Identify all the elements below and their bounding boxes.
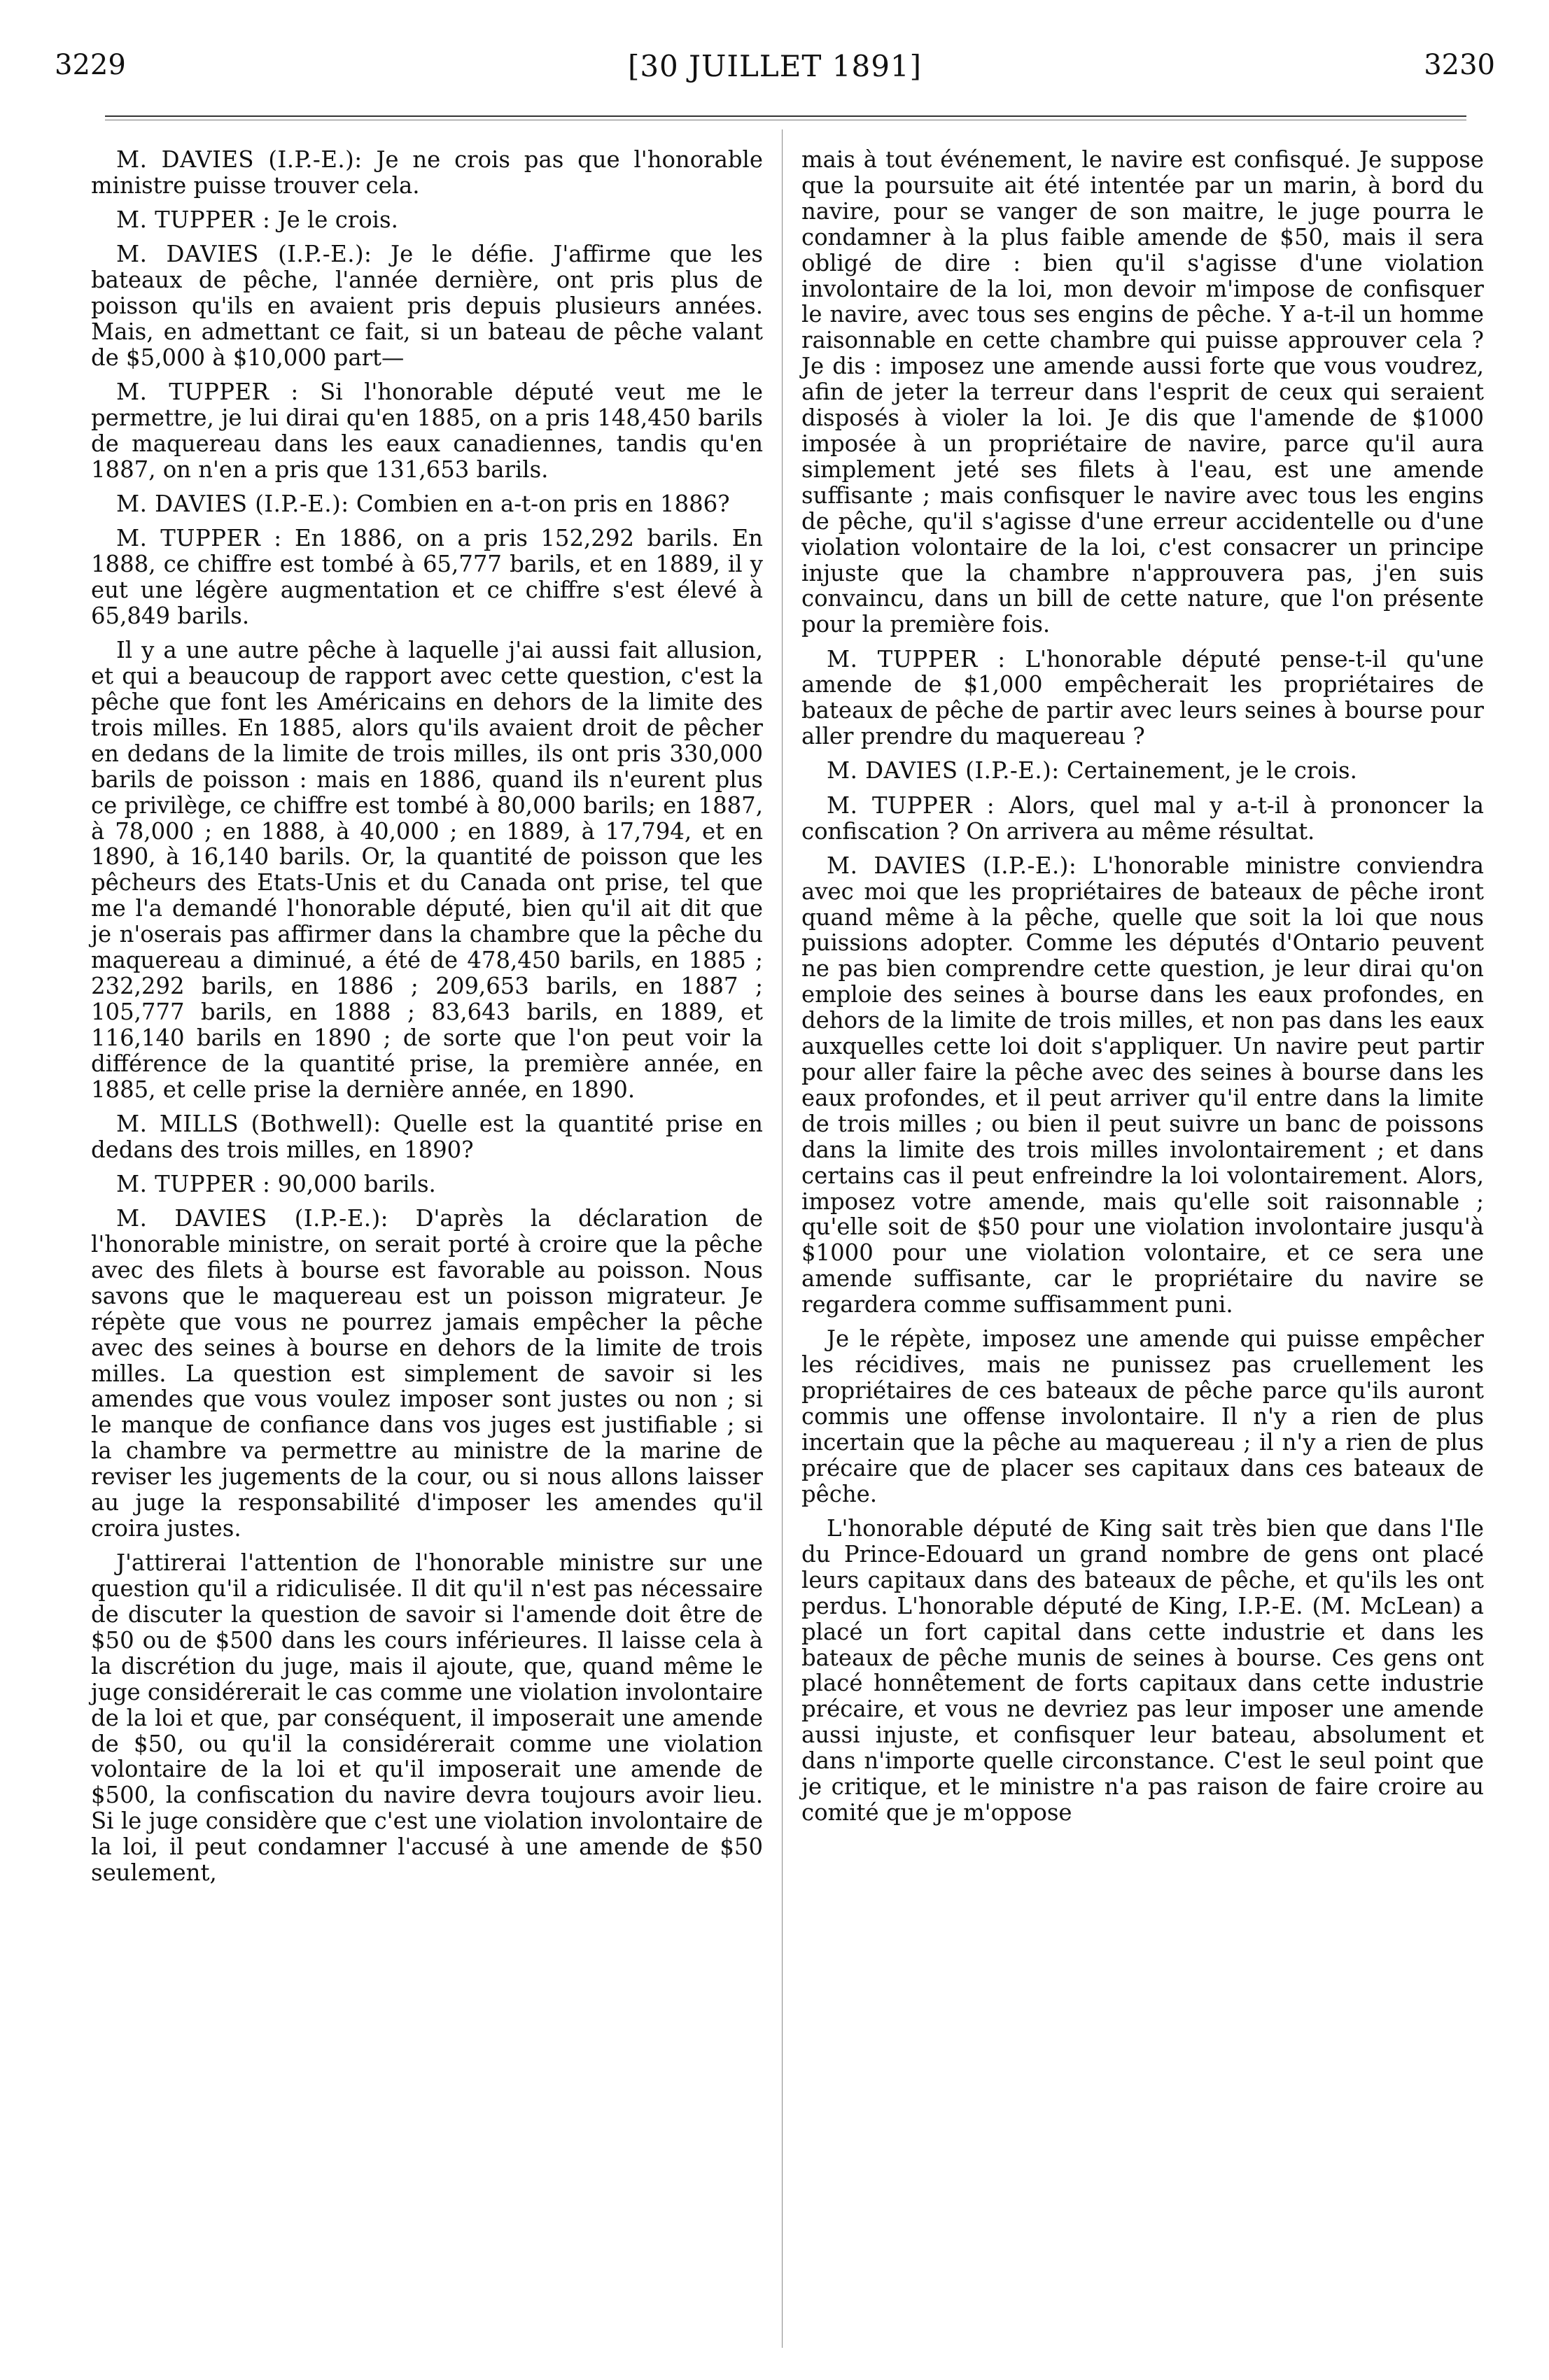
speaker-name: M. TUPPER : [116, 1170, 271, 1197]
paragraph-text: Je le défie. J'affirme que les bateaux de pêche, l'année dernière, ont pris plus de poisson qu'ils en avaient pris depuis plusieurs années. Mais, en admettant ce fait, si un bateau de pêche valant de $5,000 à $10,000 part— [91, 241, 763, 371]
page-number-left: 3229 [55, 49, 126, 81]
speaker-name: M. DAVIES (I.P.-E.): [116, 1205, 389, 1232]
paragraph-text: L'honorable député pense-t-il qu'une amende de $1,000 empêcherait les propriétaires de bateaux de pêche de partir avec leurs seines à bourse pour aller prendre du maquereau ? [801, 645, 1484, 750]
paragraph [91, 1111, 763, 1163]
paragraph [91, 638, 763, 1102]
page-number-right: 3230 [1424, 49, 1495, 81]
paragraph-text: L'honorable député de King sait très bien que dans l'Ile du Prince-Edouard un grand nombre de gens ont placé leurs capitaux dans des bateaux de pêche, et qu'ils les ont perdus. L'honorable député de King, I.P.-E. (M. McLean) a placé un fort capital dans cette industrie et dans les bateaux de pêche munis de seines à bourse. Ces gens ont placé honnêtement de forts capitaux dans cette industrie précaire, et vous ne devriez pas leur imposer une amende aussi injuste, et confisquer leur bateau, absolument et dans n'importe quelle circonstance. C'est le seul point que je critique, et le ministre n'a pas raison de faire croire au comité que je m'oppose [801, 1515, 1484, 1826]
paragraph [91, 241, 763, 371]
paragraph-text: Combien en a-t-on pris en 1886? [356, 491, 730, 518]
paragraph [91, 1206, 763, 1542]
left-column [91, 147, 763, 1894]
paragraph-text: Certainement, je le crois. [1066, 757, 1357, 784]
speaker-name: M. TUPPER : [116, 206, 271, 234]
paragraph [801, 647, 1484, 750]
speaker-name: M. TUPPER : [116, 525, 282, 552]
paragraph [91, 1550, 763, 1886]
column-divider [782, 129, 783, 2348]
right-column [801, 147, 1484, 1834]
paragraph [91, 526, 763, 629]
paragraph-text: L'honorable ministre conviendra avec moi que les propriétaires de bateaux de pêche iront quand même à la pêche, quelle que soit la loi que nous puissions adopter. Comme les députés d'Ontario peuvent ne pas bien comprendre cette question, je leur dirai qu'on emploie des seines à bourse dans les eaux profondes, en dehors de la limite de trois milles, et non pas dans les eaux auxquelles cette loi doit s'appliquer. Un navire peut partir pour aller faire la pêche avec des seines à bourse dans les eaux profondes, et il peut arriver qu'il entre dans la limite de trois milles ; ou bien il peut suivre un banc de poissons dans la limite des trois milles involontairement ; et dans certains cas il peut enfreindre la loi volontairement. Alors, imposez votre amende, mais qu'elle soit raisonnable ; qu'elle soit de $50 pour une violation involontaire jusqu'à $1000 pour une violation volontaire, et ce sera une amende suffisante, car le propriétaire du navire se regardera comme suffisamment puni. [801, 852, 1484, 1318]
paragraph [801, 853, 1484, 1318]
paragraph-text: Quelle est la quantité prise en dedans des trois milles, en 1890? [91, 1110, 763, 1163]
paragraph-text: 90,000 barils. [277, 1170, 436, 1197]
paragraph-text: mais à tout événement, le navire est confisqué. Je suppose que la poursuite ait été intentée par un marin, à bord du navire, pour se vanger de son maitre, le juge pourra le condamner à la plus faible amende de $50, mais il sera obligé de dire : bien qu'il s'agisse d'une violation involontaire de la loi, mon devoir m'impose de confisquer le navire, avec tous ses engins de pêche. Y a-t-il un homme raisonnable en cette chambre qui puisse approuver cela ? Je dis : imposez une amende aussi forte que vous voudrez, afin de jeter la terreur dans l'esprit de ceux qui seraient disposés à violer la loi. Je dis que l'amende de $1000 imposée à un propriétaire de navire, parce qu'il aura simplement jeté ses filets à l'eau, est une amende suffisante ; mais confisquer le navire avec tous les engins de pêche, qu'il s'agisse d'une erreur accidentelle ou d'une violation volontaire de la loi, c'est consacrer un principe injuste que la chambre n'approuvera pas, j'en suis convaincu, dans un bill de cette nature, que l'on présente pour la première fois. [801, 146, 1484, 638]
paragraph [91, 379, 763, 483]
paragraph-text: D'après la déclaration de l'honorable ministre, on serait porté à croire que la pêche avec des filets à bourse est favorable au poisson. Nous savons que le maquereau est un poisson migrateur. Je répète que vous ne pourrez jamais empêcher la pêche avec des seines à bourse en dehors de la limite de trois milles. La question est simplement de savoir si les amendes que vous voulez imposer sont justes ou non ; si le manque de confiance dans vos juges est justifiable ; si la chambre va permettre au ministre de la marine de reviser les jugements de la cour, ou si nous allons laisser au juge la responsabilité d'imposer les amendes qu'il croira justes. [91, 1205, 763, 1542]
speaker-name: M. DAVIES (I.P.-E.): [116, 241, 372, 268]
paragraph [801, 1516, 1484, 1826]
paragraph [91, 147, 763, 199]
paragraph [91, 207, 763, 233]
speaker-name: M. TUPPER : [827, 645, 1006, 673]
speaker-name: M. DAVIES (I.P.-E.): [116, 491, 349, 518]
paragraph-text: Je ne crois pas que l'honorable ministre puisse trouver cela. [91, 146, 763, 199]
paragraph-text: Il y a une autre pêche à laquelle j'ai aussi fait allusion, et qui a beaucoup de rapport avec cette question, c'est la pêche que font les Américains en dehors de la limite des trois milles. En 1885, alors qu'ils avaient droit de pêcher en dedans de la limite de trois milles, ils ont pris 330,000 barils de poisson : mais en 1886, quand ils n'eurent plus ce privilège, ce chiffre est tombé à 80,000 barils; en 1887, à 78,000 ; en 1888, à 40,000 ; en 1889, à 17,794, et en 1890, à 16,140 barils. Or, la quantité de poisson que les pêcheurs des Etats-Unis et du Canada ont prise, tel que me l'a demandé l'honorable député, bien qu'il ait dit que je n'oserais pas affirmer dans la chambre que la pêche du maquereau a diminué, a été de 478,450 barils, en 1885 ; 232,292 barils, en 1886 ; 209,653 barils, en 1887 ; 105,777 barils, en 1888 ; 83,643 barils, en 1889, et 116,140 barils en 1890 ; de sorte que l'on peut voir la différence de la quantité prise, la première année, en 1885, et celle prise la dernière année, en 1890. [91, 637, 763, 1103]
paragraph-text: J'attirerai l'attention de l'honorable ministre sur une question qu'il a ridiculisée. Il dit qu'il n'est pas nécessaire de discuter la question de savoir si l'amende doit être de $50 ou de $500 dans les cours inférieures. Il laisse cela à la discrétion du juge, mais il ajoute, que, quand même le juge considérerait le cas comme une violation involontaire de la loi et que, par conséquent, il imposerait une amende de $50, ou qu'il la considérerait comme une violation volontaire de la loi et qu'il imposerait une amende de $500, la confiscation du navire devra toujours avoir lieu. Si le juge considère que c'est une violation involontaire de la loi, il peut condamner l'accusé à une amende de $50 seulement, [91, 1549, 763, 1887]
paragraph [801, 793, 1484, 845]
paragraph-text: Je le crois. [277, 206, 398, 234]
speaker-name: M. TUPPER : [827, 791, 995, 819]
paragraph [91, 491, 763, 517]
paragraph-text: Si l'honorable député veut me le permettre, je lui dirai qu'en 1885, on a pris 148,450 barils de maquereau dans les eaux canadiennes, tandis qu'en 1887, on n'en a pris que 131,653 barils. [91, 379, 763, 483]
speaker-name: M. DAVIES (I.P.-E.): [827, 852, 1077, 879]
paragraph-text: Alors, quel mal y a-t-il à prononcer la confiscation ? On arrivera au même résultat. [801, 791, 1484, 845]
header-rule [105, 115, 1466, 117]
paragraph [91, 1171, 763, 1197]
paragraph-text: En 1886, on a pris 152,292 barils. En 1888, ce chiffre est tombé à 65,777 barils, et en 1889, il y eut une légère augmentation et ce chiffre s'est élevé à 65,849 barils. [91, 525, 763, 629]
paragraph-text: Je le répète, imposez une amende qui puisse empêcher les récidives, mais ne punissez pas cruellement les propriétaires de ces bateaux de pêche parce qu'ils auront commis une offense involontaire. Il n'y a rien de plus incertain que la pêche au maquereau ; il n'y a rien de plus précaire que de placer ses capitaux dans ces bateaux de pêche. [801, 1325, 1484, 1507]
page-date: [30 JUILLET 1891] [627, 49, 923, 83]
speaker-name: M. DAVIES (I.P.-E.): [116, 146, 363, 173]
paragraph [801, 758, 1484, 784]
speaker-name: M. MILLS (Bothwell): [116, 1110, 381, 1137]
speaker-name: M. DAVIES (I.P.-E.): [827, 757, 1060, 784]
page-header [55, 49, 1495, 91]
speaker-name: M. TUPPER : [116, 379, 299, 406]
paragraph [801, 147, 1484, 638]
paragraph [801, 1326, 1484, 1507]
